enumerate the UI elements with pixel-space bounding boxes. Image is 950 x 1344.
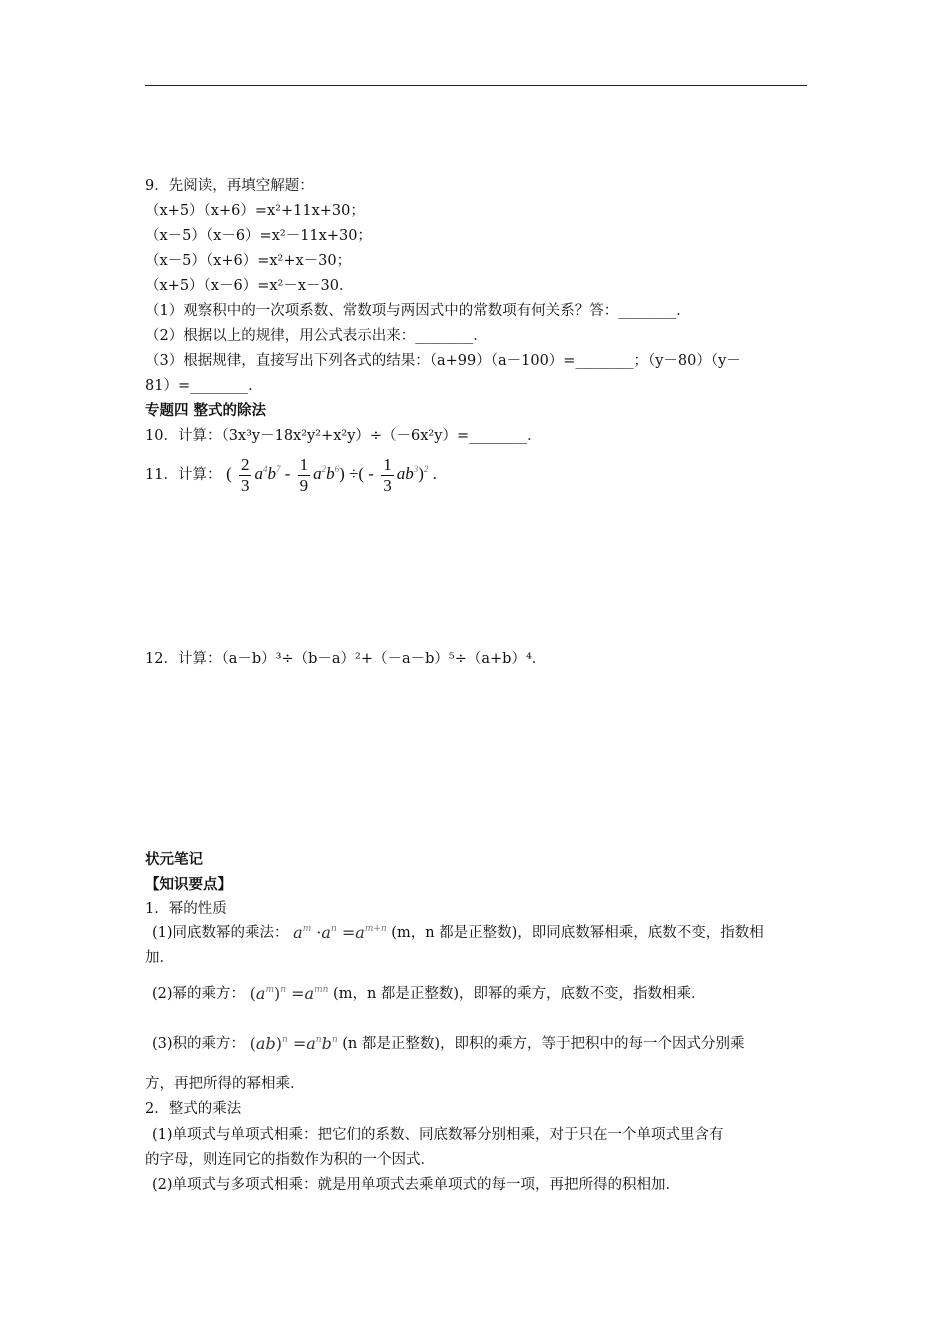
rule-1-label: (1)同底数幂的乘法： <box>152 925 289 941</box>
formula-power-of-power: $(a^m)^n =a^{mn}$ <box>249 984 329 1003</box>
q9-title: 9．先阅读，再填空解题： <box>145 178 314 194</box>
section-4-title: 专题四 整式的除法 <box>145 402 267 419</box>
rule-1-text: (m，n 都是正整数)，即同底数幂相乘，底数不变，指数相 <box>391 925 764 941</box>
q10: 10．计算：（3x³y－18x²y²+x²y）÷（－6x²y）=________． <box>145 428 542 444</box>
q9-line-2: （x－5）（x－6）=x²－11x+30； <box>145 228 372 244</box>
fraction-1-9: $\frac{1}{9}$ <box>299 454 309 495</box>
q9-line-4: （x+5）（x－6）=x²－x－30． <box>145 278 354 294</box>
formula-same-base-multiplication: $a^m \cdot a^n =a^{m+n}$ <box>293 923 387 942</box>
q9-part-1: （1）观察积中的一次项系数、常数项与两因式中的常数项有何关系？答：________． <box>145 303 691 319</box>
rule-1-cont: 加． <box>145 950 174 966</box>
notes-title: 状元笔记 <box>145 851 203 868</box>
multiplication-heading: 2．整式的乘法 <box>145 1101 242 1117</box>
rule-2-text: (m，n 都是正整数)，即幂的乘方，底数不变，指数相乘． <box>333 986 706 1002</box>
fraction-1-3: $\frac{1}{3}$ <box>383 454 392 495</box>
rule-2-label: (2)幂的乘方： <box>152 986 246 1002</box>
rule-1 <box>152 924 764 942</box>
q11 <box>145 452 437 496</box>
mult-rule-2: (2)单项式与多项式相乘：就是用单项式去乘单项式的每一项，再把所得的积相加． <box>152 1177 681 1193</box>
q9-part-2: （2）根据以上的规律，用公式表示出来：________． <box>145 328 488 344</box>
knowledge-heading: 【知识要点】 <box>145 876 232 893</box>
q9-line-3: （x－5）（x+6）=x²+x－30； <box>145 253 352 269</box>
mult-rule-1-cont: 的字母，则连同它的指数作为积的一个因式． <box>145 1152 435 1168</box>
fraction-2-3: $\frac{2}{3}$ <box>240 454 250 495</box>
rule-3-cont: 方，再把所得的幂相乘． <box>145 1076 305 1092</box>
rule-3-text: (n 都是正整数)，即积的乘方，等于把积中的每一个因式分别乘 <box>342 1036 745 1052</box>
header-rule <box>145 85 807 86</box>
rule-3-label: (3)积的乘方： <box>152 1036 246 1052</box>
q9-part-3: （3）根据规律，直接写出下列各式的结果：（a+99）（a－100）=________；（y－80）（y－ <box>145 353 741 369</box>
formula-power-of-product: $(ab)^n =a^nb^n$ <box>249 1034 338 1053</box>
q12: 12．计算：（a－b）³÷（b－a）²+（－a－b）⁵÷（a+b）⁴． <box>145 651 547 667</box>
mult-rule-1: (1)单项式与单项式相乘：把它们的系数、同底数幂分别相乘，对于只在一个单项式里含有 <box>152 1127 724 1143</box>
q9-line-1: （x+5）（x+6）=x²+11x+30； <box>145 203 365 219</box>
q11-label: 11．计算： <box>145 467 222 483</box>
rule-3 <box>152 1026 745 1062</box>
rule-2 <box>152 976 706 1012</box>
q9-part-3-cont: 81）=________． <box>145 378 263 394</box>
q11-expression: ( $\frac{2}{3}$ $a^4b^7$ - $\frac{1}{9}$ $a^2b^6$) ÷( - $\frac{1}{3}$ $ab^3)^2$ . <box>226 454 437 495</box>
power-properties-heading: 1．幂的性质 <box>145 901 227 917</box>
